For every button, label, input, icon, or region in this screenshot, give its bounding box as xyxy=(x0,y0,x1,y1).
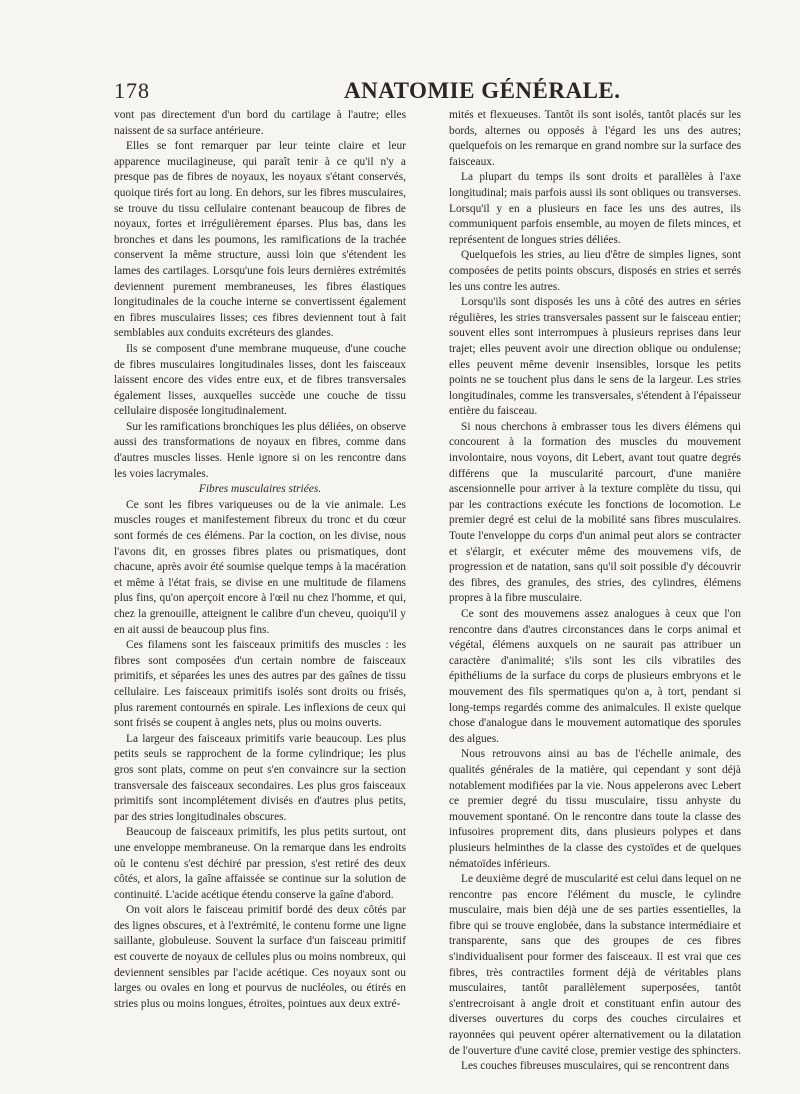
running-title: ANATOMIE GÉNÉRALE. xyxy=(344,78,621,103)
paragraph: Le deuxième degré de muscularité est celui dans lequel on ne rencontre pas encore l'élément du muscle, le cylindre musculaire, mais bien déjà une de ses parties essentielles, la fibre qui se trouve englobée, dans la substance intermédiaire et transparente, sans que des groupes de ces fibres s'individualisent pour former des faisceaux. Il est vrai que ces fibres, très contractiles forment déjà de véritables plans musculaires, tantôt parallèlement superposées, tantôt s'entrecroisant à angle droit et constituant enfin autour des diverses ouvertures du corps des couches circulaires et rayonnées qui peuvent opérer alternativement ou la dilatation de l'ouverture d'une cavité close, premier vestige des sphincters. xyxy=(449,873,741,1057)
paragraph: La largeur des faisceaux primitifs varie beaucoup. Les plus petits seuls se rapprochent de la forme cylindrique; les plus gros sont plats, comme on peut s'en convaincre sur la section transversale des faisceaux secondaires. Les plus gros faisceaux primitifs sont incomplétement divisés en d'autres plus petits, par des stries longitudinales obscures. xyxy=(114,732,406,823)
paragraph: Ils se composent d'une membrane muqueuse, d'une couche de fibres musculaires longitudinales lisses, dont les faisceaux laissent encore des vides entre eux, et de fibres transversales également lisses, auxquelles succède une couche de tissu cellulaire disposée longitudinalement. xyxy=(114,342,406,418)
paragraph: Elles se font remarquer par leur teinte claire et leur apparence mucilagineuse, qui paraît tenir à ce qu'il n'y a presque pas de fibres de noyaux, les noyaux s'étant conservés, quoique tirés fort au long. En dehors, sur les fibres musculaires, se trouve du tissu cellulaire contenant beaucoup de fibres de noyaux, fortes et irrégulièrement éparses. Plus bas, dans les bronches et dans les poumons, les ramifications de la trachée conservent la même structure, aussi loin que s'étendent les lames des cartilages. Lorsqu'une fois leurs dernières extrémités deviennent purement membraneuses, les fibres élastiques longitudinales de la couche interne se convertissent également en fibres musculaires lisses; ces fibres deviennent tout à fait semblables aux conduits excréteurs des glandes. xyxy=(114,140,406,340)
paragraph: Les couches fibreuses musculaires, qui se rencontrent dans xyxy=(461,1060,730,1073)
left-column xyxy=(114,108,406,1012)
paragraph: Sur les ramifications bronchiques les plus déliées, on observe aussi des transformations de noyaux en fibres, comme dans d'autres muscles lisses. Henle ignore si on les rencontre dans les voies lacrymales. xyxy=(114,420,406,480)
paragraph: La plupart du temps ils sont droits et parallèles à l'axe longitudinal; mais parfois aussi ils sont obliques ou transverses. Lorsqu'il y en a plusieurs en face les uns des autres, ils communiquent parfois ensemble, au moyen de filets minces, et représentent de longues stries déliées. xyxy=(449,171,741,246)
paragraph: Lorsqu'ils sont disposés les uns à côté des autres en séries régulières, les stries transversales passent sur le faisceau entier; souvent elles sont interrompues à plusieurs reprises dans leur trajet; elles peuvent avoir une direction oblique ou ondulense; elles peuvent même devenir insensibles, lorsque les petits points ne se touchent plus dans le sens de la largeur. Les stries longitudinales, comme les transversales, s'étendent à l'épaisseur entière du faisceau. xyxy=(449,296,741,418)
page-number: 178 xyxy=(114,78,150,103)
paragraph: mités et flexueuses. Tantôt ils sont isolés, tantôt placés sur les bords, alternes ou opposés à l'égard les uns des autres; quelquefois on les remarque en grand nombre sur la surface des faisceaux. xyxy=(449,109,741,168)
paragraph: Ces filamens sont les faisceaux primitifs des muscles : les fibres sont composées d'un certain nombre de faisceaux primitifs, et séparées les unes des autres par des gaînes de tissu cellulaire. Les faisceaux primitifs isolés sont droits ou frisés, plus rarement contournés en spirale. Les inflexions de ceux qui sont frisés se coupent à angles nets, plus ou moins ouverts. xyxy=(114,639,406,730)
section-heading: Fibres musculaires striées. xyxy=(198,483,322,496)
paragraph: On voit alors le faisceau primitif bordé des deux côtés par des lignes obscures, et à l'extrémité, le contenu forme une ligne saillante, globuleuse. Souvent la surface d'un faisceau primitif est couverte de noyaux de cellules plus ou moins nombreux, qui deviennent sensibles par l'acide acétique. Ces noyaux sont ou larges ou ovales en long et pourvus de nucléoles, ou étirés en stries plus ou moins longues, étroites, pointues aux deux extré- xyxy=(114,904,406,1010)
page-header xyxy=(114,78,740,106)
right-column xyxy=(449,108,741,1075)
paragraph: Ce sont les fibres variqueuses ou de la vie animale. Les muscles rouges et manifestement fibreux du tronc et du cœur sont formés de ces élémens. Par la coction, on les divise, nous l'avons dit, en grosses fibres plates ou prismatiques, dont chacune, après avoir été soumise quelque temps à la macération et même à l'état frais, se divise en une multitude de filamens plus fins, qu'on aperçoit encore à l'œil nu chez l'homme, et qui, chez la grenouille, atteignent le calibre d'un cheveu, quoiqu'il y en ait aussi de beaucoup plus fins. xyxy=(114,498,406,636)
paragraph: vont pas directement d'un bord du cartilage à l'autre; elles naissent de sa surface antérieure. xyxy=(114,109,406,137)
paragraph: Quelquefois les stries, au lieu d'être de simples lignes, sont composées de petits points obscurs, disposés en stries et serrés les uns contre les autres. xyxy=(449,249,741,293)
paragraph: Ce sont des mouvemens assez analogues à ceux que l'on rencontre dans d'autres circonstances dans le corps animal et végétal, élémens auxquels on ne saurait pas attribuer un caractère d'animalité; s'ils sont les cils vibratiles des épithéliums de la surface du corps de plusieurs embryons et le mouvement des fils spermatiques qu'on a, à tort, pendant si long-temps regardés comme des animalcules. Il existe quelque chose d'analogue dans le mouvement automatique des sporules des algues. xyxy=(449,608,741,745)
paragraph: Beaucoup de faisceaux primitifs, les plus petits surtout, ont une enveloppe membraneuse. On la remarque dans les endroits où le contenu s'est déchiré par pression, s'est retiré des deux côtés, et alors, la gaîne affaissée se continue sur la solution de continuité. L'acide acétique étendu conserve la gaîne d'abord. xyxy=(114,826,406,901)
paragraph: Nous retrouvons ainsi au bas de l'échelle animale, des qualités générales de la matière, qui cependant y sont déjà notablement modifiées par la vie. Nous appelerons avec Lebert ce premier degré du tissu musculaire, tissu anhyste du mouvement spontané. On le rencontre dans toute la classe des infusoires proprement dits, dans plusieurs polypes et dans plusieurs helminthes de la classe des cystoïdes et de quelques nématoïdes inférieurs. xyxy=(449,748,741,870)
paragraph: Si nous cherchons à embrasser tous les divers élémens qui concourent à la formation des muscles du mouvement involontaire, nous voyons, dit Lebert, avant tout quatre degrés différens que la muscularité parcourt, d'une manière ascensionnelle pour arriver à la texture complète du tissu, qui par les contractions exécute les fonctions de locomotion. Le premier degré est celui de la mobilité sans fibres musculaires. Toute l'enveloppe du corps d'un animal peut alors se contracter et s'élargir, et exécuter même des mouvemens vifs, de progression et de natation, sans qu'il soit possible d'y découvrir des fibres, des granules, des stries, des cylindres, élémens propres à la fibre musculaire. xyxy=(449,420,741,605)
